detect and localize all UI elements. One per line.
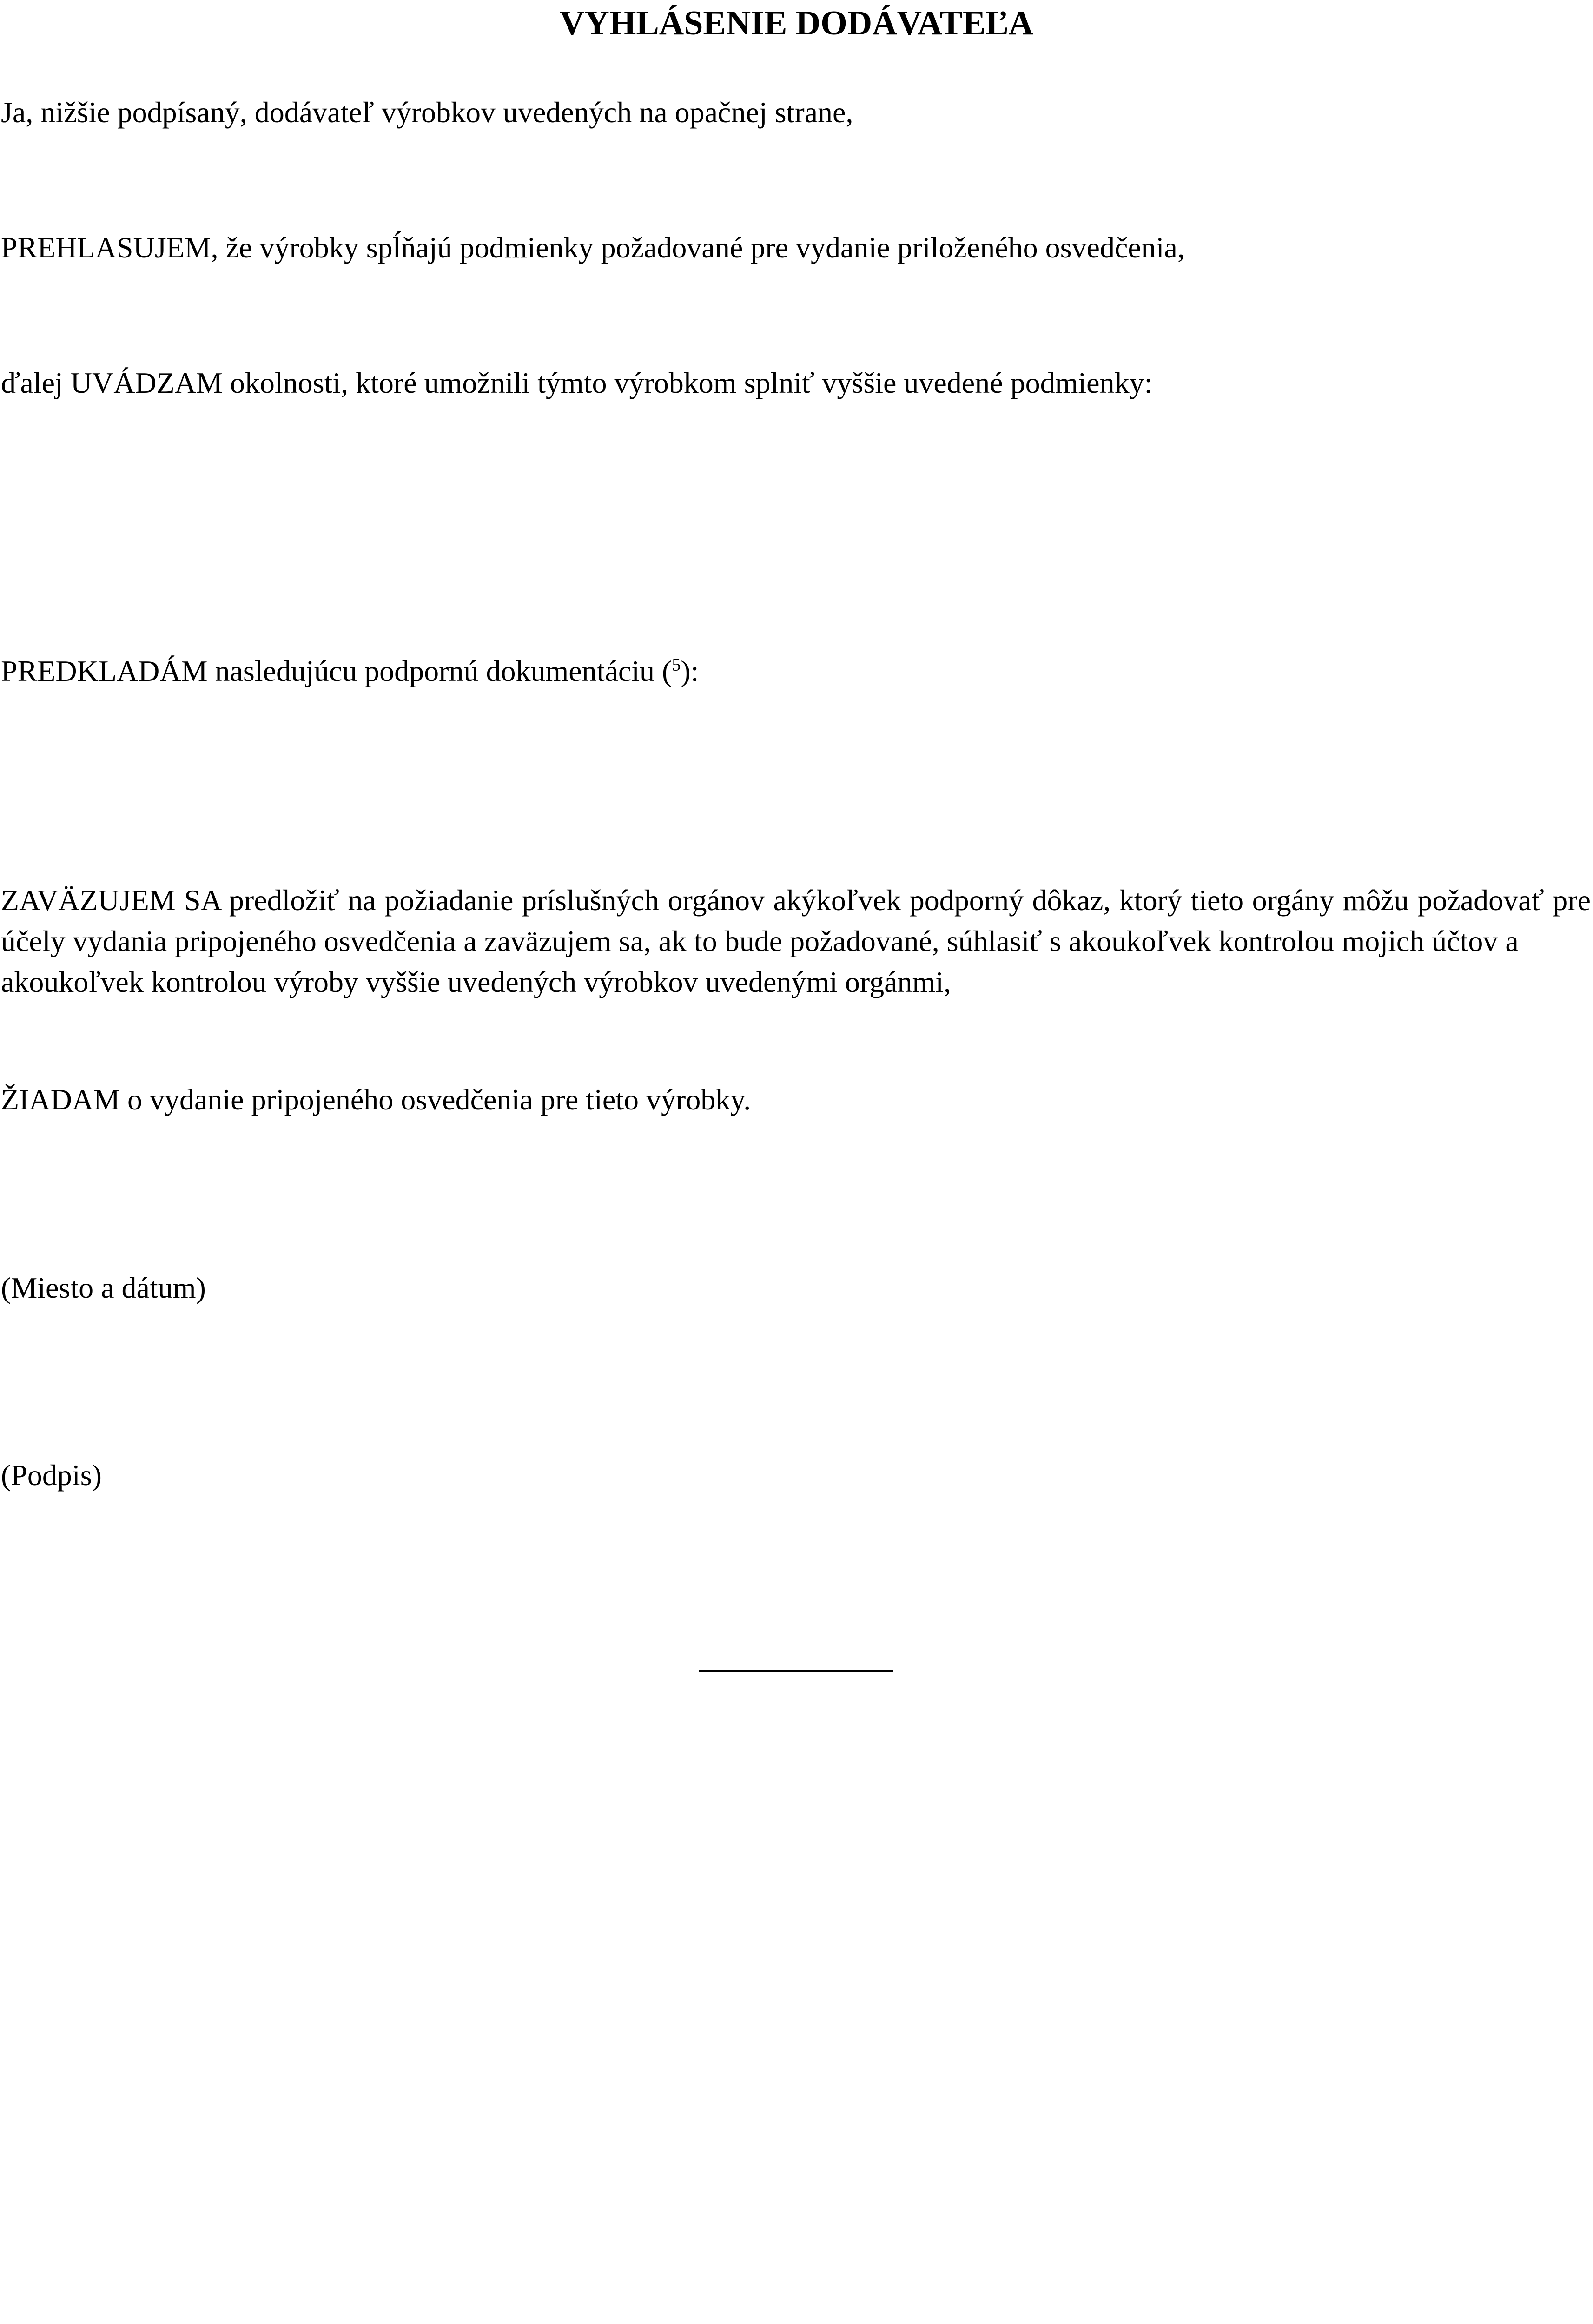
supporting-docs-end: ):: [681, 654, 699, 687]
supplier-intro: Ja, nižšie podpísaný, dodávateľ výrobkov uvedených na opačnej strane,: [1, 96, 853, 129]
supporting-docs-text: PREDKLADÁM nasledujúcu podpornú dokumentáciu (: [1, 654, 672, 687]
undertaking-statement: [1, 880, 1591, 1003]
place-date-label: (Miesto a dátum): [1, 1271, 206, 1304]
declaration-statement: PREHLASUJEM, že výrobky spĺňajú podmienky požadované pre vydanie priloženého osvedčenia,: [1, 231, 1185, 264]
separator-rule: [699, 1670, 893, 1672]
request-statement: ŽIADAM o vydanie pripojeného osvedčenia pre tieto výrobky.: [1, 1083, 751, 1116]
circumstances-statement: ďalej UVÁDZAM okolnosti, ktoré umožnili týmto výrobkom splniť vyššie uvedené podmienky:: [1, 366, 1153, 399]
undertaking-text-main: ZAVÄZUJEM SA predložiť na požiadanie príslušných orgánov akýkoľvek podporný dôkaz, ktorý tieto orgány môžu požadovať pre účely vydania pripojeného osvedčenia a zaväzujem sa, ak to bude požadované, súhlasiť s akoukoľvek kontrolou mojich účtov a: [1, 884, 1591, 957]
footnote-ref: 5: [672, 655, 681, 675]
supporting-docs-statement: [1, 651, 699, 692]
signature-label: (Podpis): [1, 1459, 102, 1492]
undertaking-text-last: akoukoľvek kontrolou výroby vyššie uvedených výrobkov uvedenými orgánmi,: [1, 965, 952, 998]
page-title: VYHLÁSENIE DODÁVATEĽA: [559, 4, 1034, 42]
